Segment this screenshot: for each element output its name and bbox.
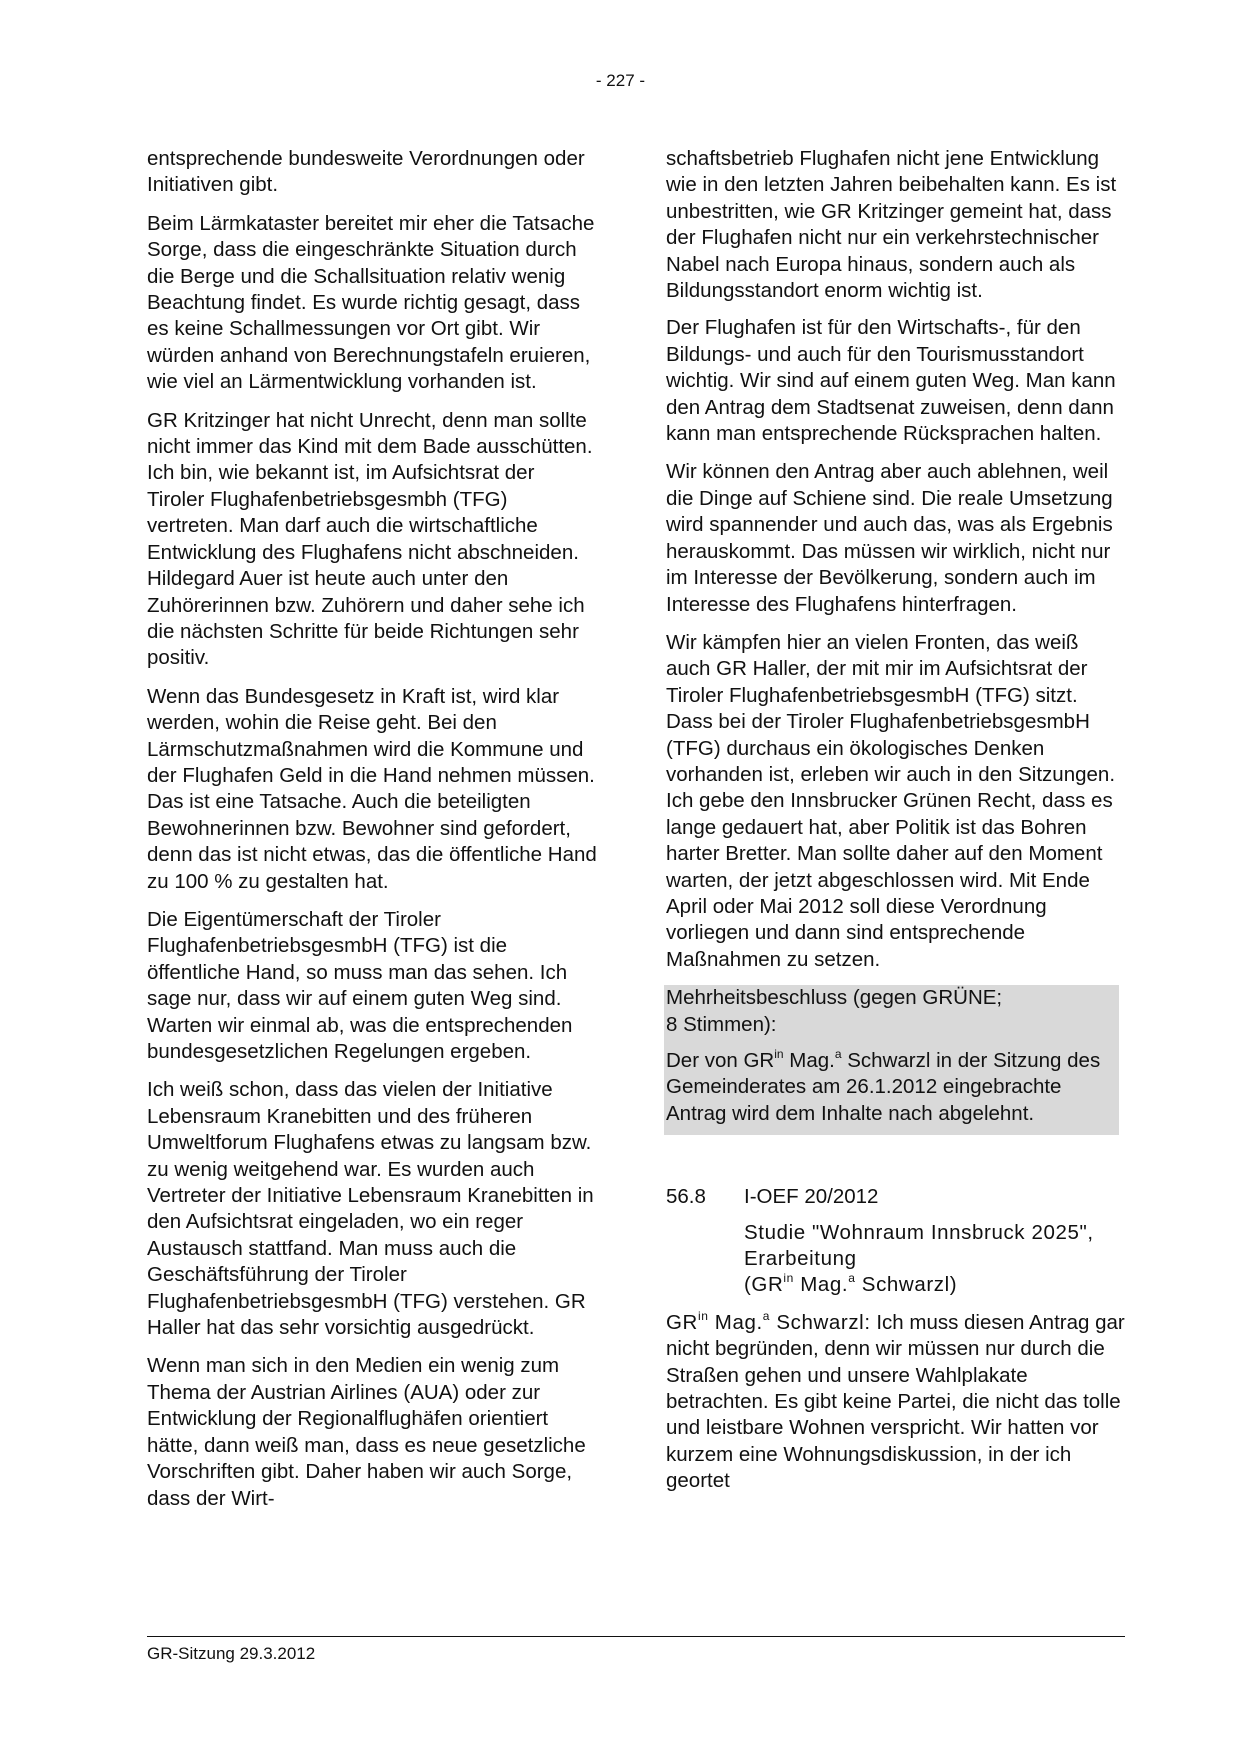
paragraph: Die Eigentümerschaft der Tiroler FlughafenbetriebsgesmbH (TFG) ist die öffentliche Hand, so muss man das sehen. Ich sage nur, dass wir auf einem guten Weg sind. Warten wir einmal ab, was die entsprechenden bundesgesetzlichen Regelungen ergeben.	[147, 907, 573, 1063]
agenda-code: I-OEF 20/2012	[744, 1185, 879, 1209]
paragraph: Wir können den Antrag aber auch ablehnen, weil die Dinge auf Schiene sind. Die reale Umsetzung wird spannender und auch das, was als Ergebnis herauskommt. Das müssen wir wirklich, nicht nur im Interesse der Bevölkerung, sondern auch im Interesse des Flughafens hinterfragen.	[666, 460, 1113, 616]
page-number: - 227 -	[595, 71, 646, 90]
footer: GR-Sitzung 29.3.2012	[147, 1644, 316, 1663]
right-column	[666, 146, 1125, 1507]
paragraph: Wenn man sich in den Medien ein wenig zum Thema der Austrian Airlines (AUA) oder zur Entwicklung der Regionalflughäfen orientiert hätte, dann weiß man, dass es neue gesetzliche Vorschriften gibt. Daher haben wir auch Sorge, dass der Wirt-	[147, 1354, 586, 1510]
footer-divider	[147, 1636, 1125, 1637]
speaker: $GR^{in}$ Mag.$^a$ Schwarzl:	[666, 1308, 871, 1334]
paragraph: Ich weiß schon, dass das vielen der Initiative Lebensraum Kranebitten und des früheren Umweltforum Flughafens etwas zu langsam bzw. zu wenig weitgehend war. Es wurden auch Vertreter der Initiative Lebensraum Kranebitten in den Aufsichtsrat eingeladen, wo ein reger Austausch stattfand. Man muss auch die Geschäftsführung der Tiroler FlughafenbetriebsgesmbH (TFG) verstehen. GR Haller hat das sehr vorsichtig ausgedrückt.	[147, 1078, 594, 1340]
resolution-box	[664, 985, 1119, 1135]
paragraph: Der Flughafen ist für den Wirtschafts-, für den Bildungs- und auch für den Tourismusstandort wichtig. Wir sind auf einem guten Weg. Man kann den Antrag dem Stadtsenat zuweisen, denn dann kann man entsprechende Rücksprachen halten.	[666, 316, 1116, 446]
paragraph: Wenn das Bundesgesetz in Kraft ist, wird klar werden, wohin die Reise geht. Bei den Lärmschutzmaßnahmen wird die Kommune und der Flughafen Geld in die Hand nehmen müssen. Das ist eine Tatsache. Auch die beteiligten Bewohnerinnen bzw. Bewohner sind gefordert, denn das ist nicht etwas, das die öffentliche Hand zu 100 % zu gestalten hat.	[147, 684, 597, 893]
paragraph: entsprechende bundesweite Verordnungen oder Initiativen gibt.	[147, 147, 585, 197]
resolution-heading: Mehrheitsbeschluss (gegen GRÜNE; 8 Stimmen):	[666, 986, 1003, 1036]
paragraph: Wir kämpfen hier an vielen Fronten, das weiß auch GR Haller, der mit mir im Aufsichtsrat der Tiroler FlughafenbetriebsgesmbH (TFG) sitzt. Dass bei der Tiroler FlughafenbetriebsgesmbH (TFG) durchaus ein ökologisches Denken vorhanden ist, erleben wir auch in den Sitzungen. Ich gebe den Innsbrucker Grünen Recht, dass es lange gedauert hat, aber Politik ist das Bohren harter Bretter. Man sollte daher auf den Moment warten, der jetzt abgeschlossen wird. Mit Ende April oder Mai 2012 soll diese Verordnung vorliegen und dann sind entsprechende Maßnahmen zu setzen.	[666, 630, 1116, 971]
paragraph: Beim Lärmkataster bereitet mir eher die Tatsache Sorge, dass die eingeschränkte Situation durch die Berge und die Schallsituation relativ wenig Beachtung findet. Es wurde richtig gesagt, dass es keine Schallmessungen vor Ort gibt. Wir würden anhand von Berechnungstafeln eruieren, wie viel an Lärmentwicklung vorhanden ist.	[147, 211, 595, 394]
speech-paragraph: $GR^{in}$ Mag.$^a$ Schwarzl: Ich muss diesen Antrag gar nicht begründen, denn wir müssen nur durch die Straßen gehen und unsere Wahlplakate betrachten. Es gibt keine Partei, die nicht das tolle und leistbare Wohnen verspricht. Wir hatten vor kurzem eine Wohnungsdiskussion, in der ich geortet	[666, 1308, 1125, 1493]
left-column	[147, 146, 597, 1524]
agenda-number: 56.8	[666, 1185, 706, 1209]
agenda-title: Studie "Wohnraum Innsbruck 2025", Erarbeitung ($GR^{in}$ Mag.$^a$ Schwarzl)	[744, 1220, 1094, 1297]
paragraph: GR Kritzinger hat nicht Unrecht, denn man sollte nicht immer das Kind mit dem Bade ausschütten. Ich bin, wie bekannt ist, im Aufsichtsrat der Tiroler Flughafenbetriebsgesmbh (TFG) vertreten. Man darf auch die wirtschaftliche Entwicklung des Flughafens nicht abschneiden. Hildegard Auer ist heute auch unter den Zuhörerinnen bzw. Zuhörern und daher sehe ich die nächsten Schritte für beide Richtungen sehr positiv.	[147, 408, 593, 670]
agenda-item	[666, 1184, 1125, 1299]
agenda-header	[666, 1184, 1125, 1210]
resolution-text: Der von $GR^{in}$ Mag.$^a$ Schwarzl in der Sitzung des Gemeinderates am 26.1.2012 eingebrachte Antrag wird dem Inhalte nach abgelehnt.	[666, 1047, 1101, 1125]
paragraph: schaftsbetrieb Flughafen nicht jene Entwicklung wie in den letzten Jahren beibehalten kann. Es ist unbestritten, wie GR Kritzinger gemeint hat, dass der Flughafen nicht nur ein verkehrstechnischer Nabel nach Europa hinaus, sondern auch als Bildungsstandort enorm wichtig ist.	[666, 147, 1117, 303]
